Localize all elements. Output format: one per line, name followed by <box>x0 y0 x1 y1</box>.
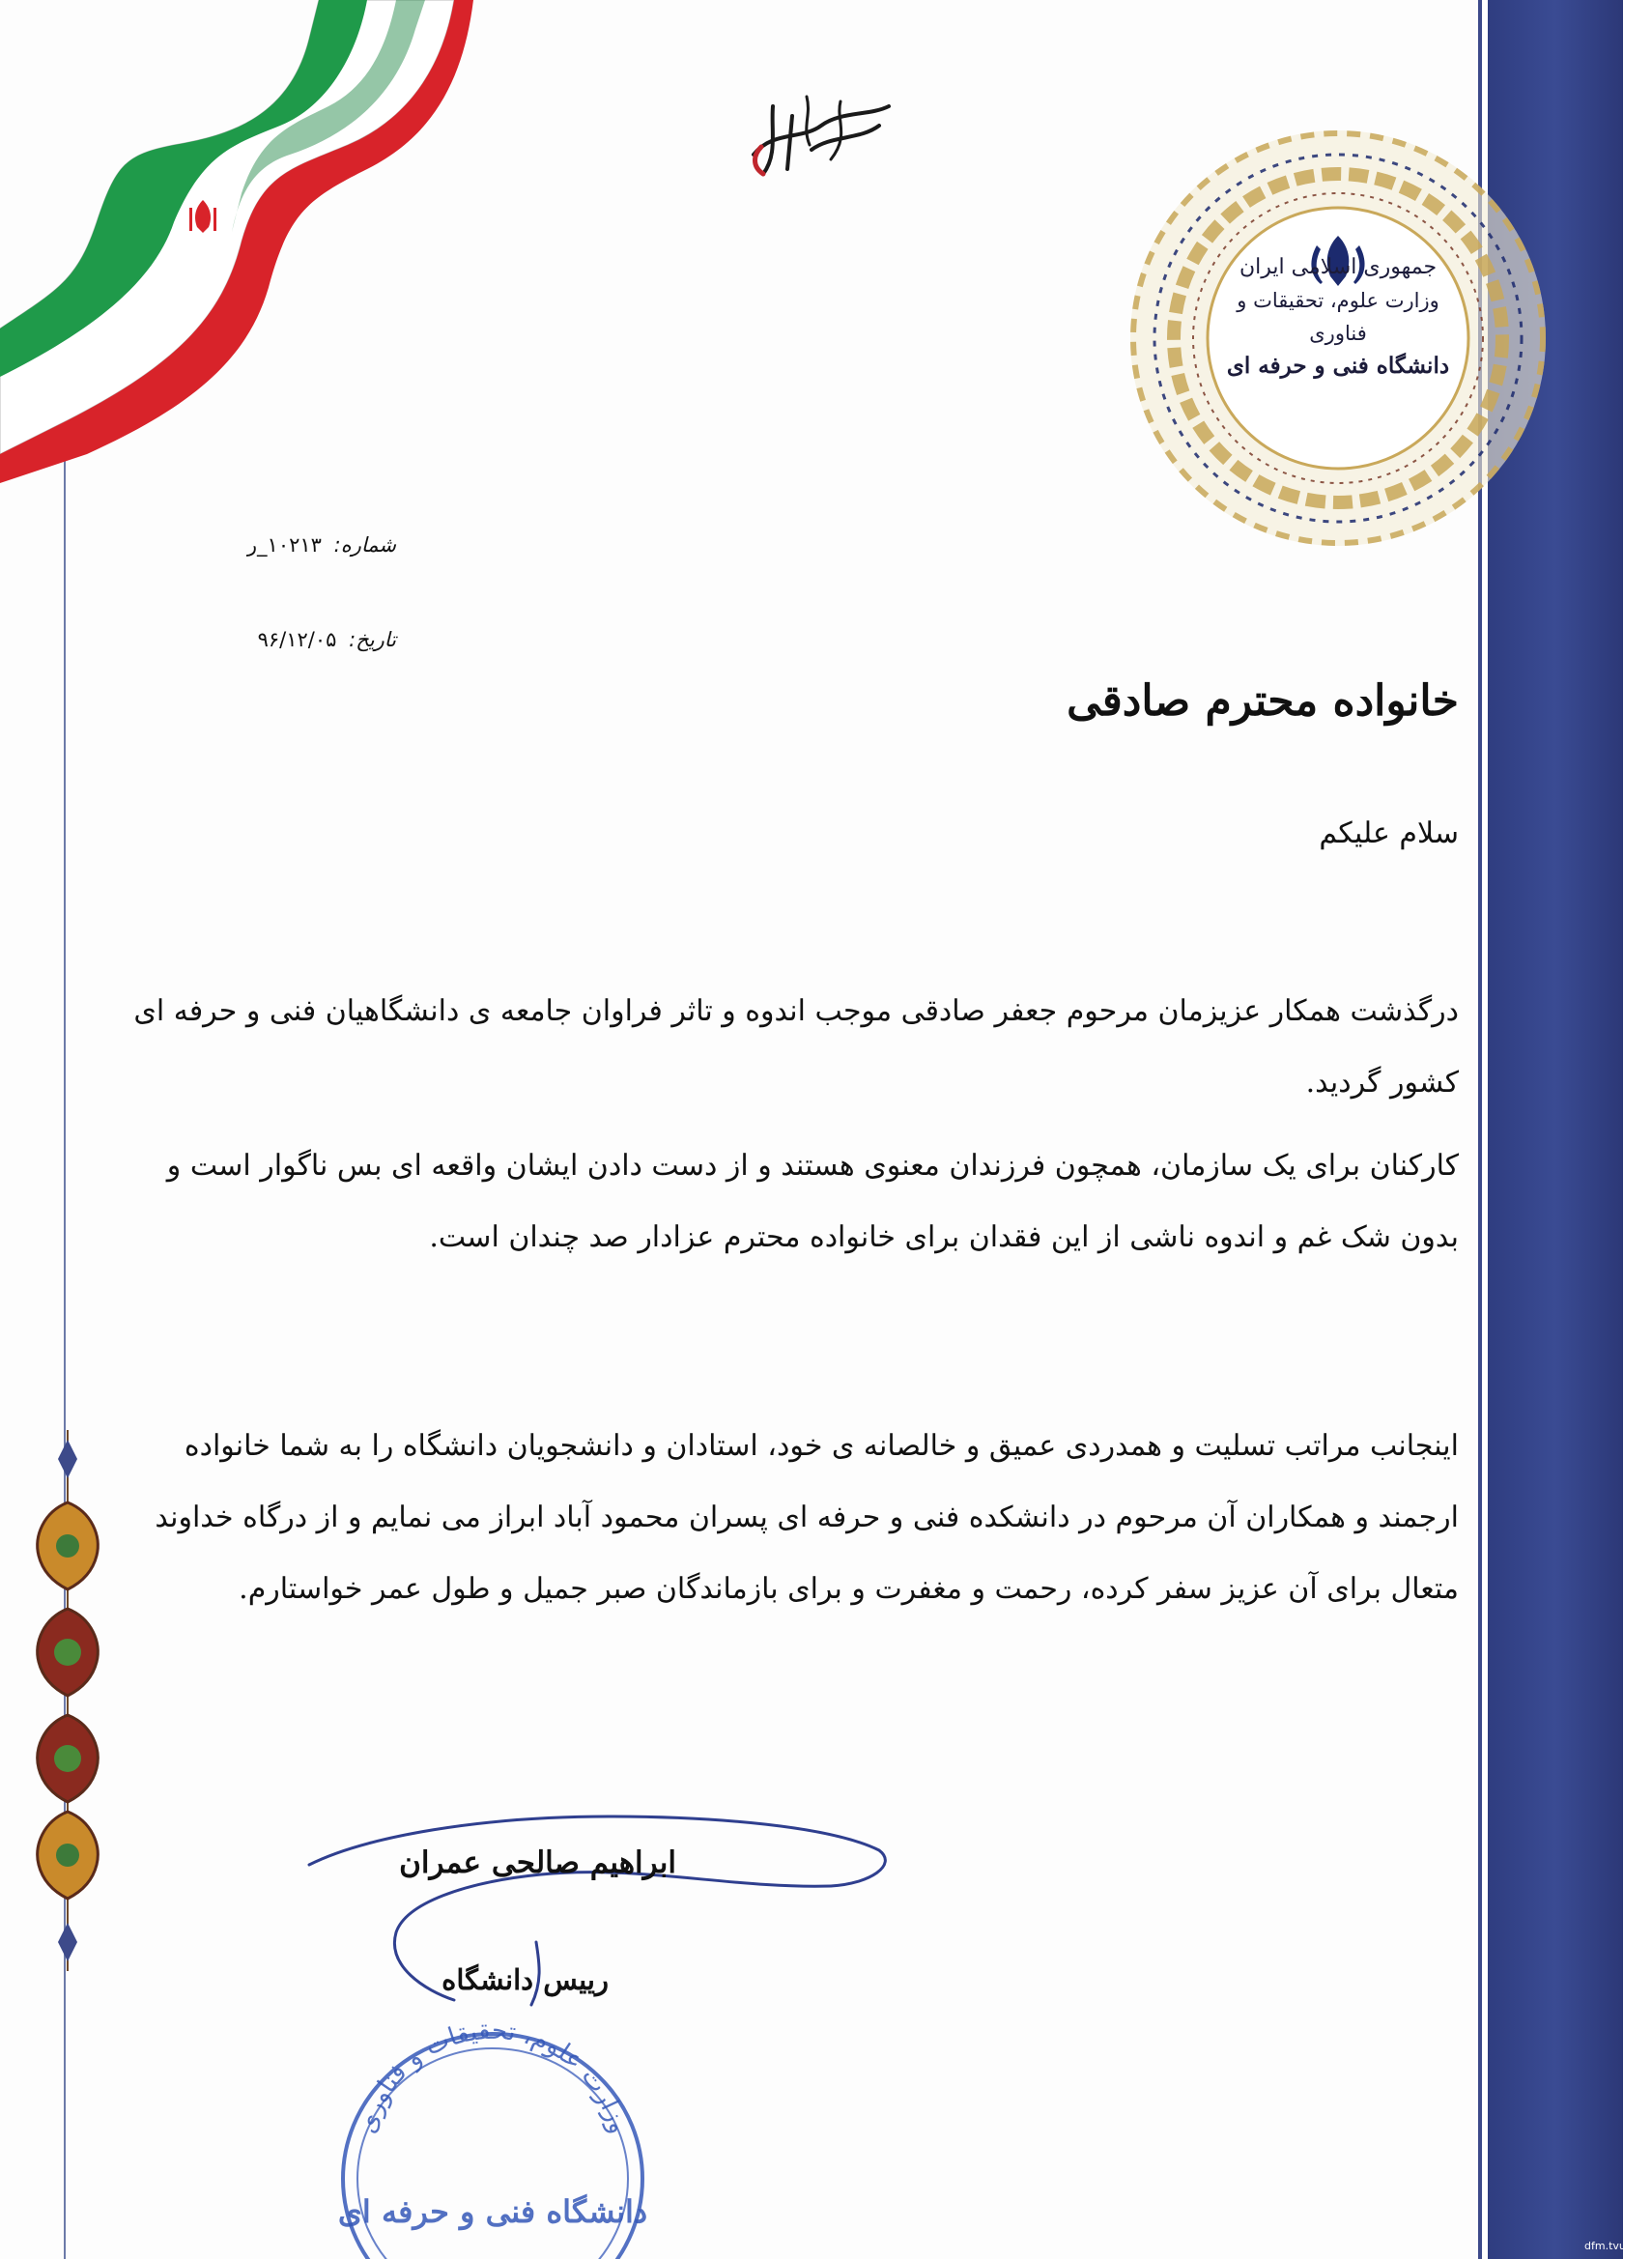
addressee: خانواده محترم صادقی <box>1067 676 1459 726</box>
emblem-line-university: دانشگاه فنی و حرفه ای <box>1226 353 1450 379</box>
emblem-line-country: جمهوری اسلامی ایران <box>1239 255 1438 279</box>
signer-name: ابراهیم صالحی عمران <box>399 1845 676 1880</box>
salutation: سلام علیکم <box>1319 816 1459 850</box>
date-value: ۹۶/۱۲/۰۵ <box>257 628 337 651</box>
paragraph-2: کارکنان برای یک سازمان، همچون فرزندان معنوی هستند و از دست دادن ایشان واقعه ای بس ناگوار است و بدون شک غم و اندوه ناشی از این فقدان برای خانواده محترم عزادار صد چندان است. <box>166 1149 1459 1254</box>
bismillah-calligraphy <box>734 87 898 184</box>
signer-title: رییس دانشگاه <box>441 1963 609 1996</box>
number-label: شماره: <box>333 533 396 557</box>
letter-number <box>203 533 396 557</box>
paragraph-3: اینجانب مراتب تسلیت و همدردی عمیق و خالصانه ی خود، استادان و دانشجویان دانشگاه را به شما خانواده ارجمند و همکاران آن مرحوم در دانشکده فنی و حرفه ای پسران محمود آباد ابراز می نمایم و از درگاه خداوند متعال برای آن عزیز سفر کرده، رحمت و مغفرت و برای بازماندگان صبر جمیل و طول عمر خواستارم. <box>155 1429 1459 1606</box>
svg-text:وزارت علوم، تحقیقات و فناوری <box>353 2016 633 2137</box>
side-ornament <box>19 1430 116 1971</box>
number-value: ۱۰۲۱۳_ر <box>246 533 322 557</box>
stamp-center-text: دانشگاه فنی و حرفه ای <box>337 2193 648 2230</box>
date-label: تاریخ: <box>349 628 396 651</box>
footer-url: dfm.tvu.ac.ir <box>1584 2240 1652 2252</box>
paragraph-1: درگذشت همکار عزیزمان مرحوم جعفر صادقی موجب اندوه و تاثر فراوان جامعه ی دانشگاهیان فنی و حرفه ای کشور گردید. <box>133 994 1459 1100</box>
iran-flag-icon <box>0 0 483 483</box>
left-rule <box>64 425 66 2259</box>
emblem-line-ministry: وزارت علوم، تحقیقات و فناوری <box>1237 289 1439 345</box>
emblem-text <box>1212 251 1464 383</box>
stamp-ring-text: وزارت علوم، تحقیقات و فناوری <box>353 2016 633 2137</box>
letter-date <box>203 628 396 651</box>
official-stamp <box>333 2015 652 2259</box>
